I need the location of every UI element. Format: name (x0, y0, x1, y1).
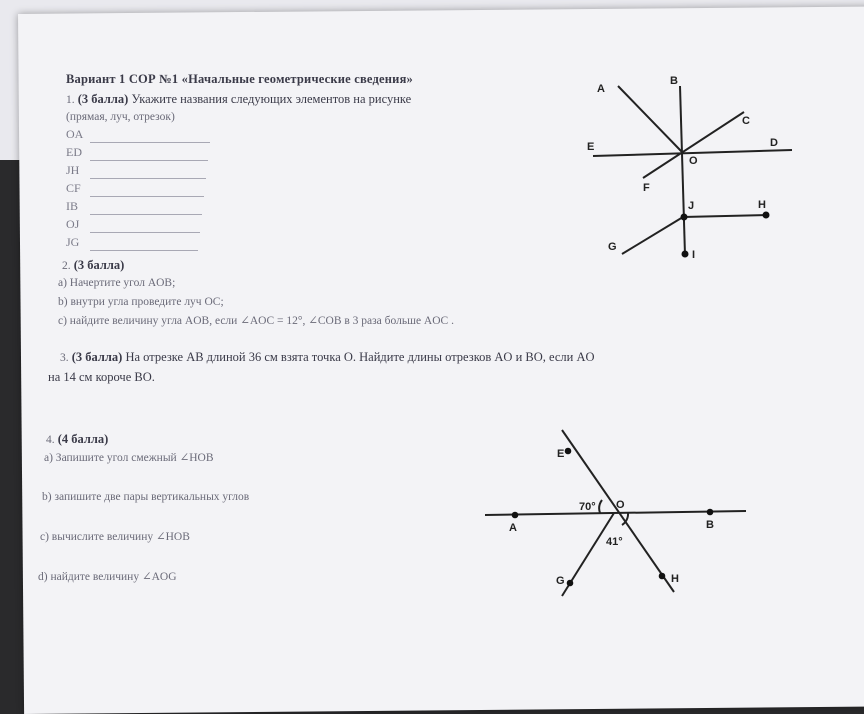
label-a: A (597, 83, 605, 95)
label-e: E (557, 448, 565, 460)
label-j: J (688, 200, 695, 212)
label-h: H (758, 199, 766, 211)
point-b (707, 509, 714, 516)
q3-text: На отрезке AB длиной 36 см взята точка O. Найдите длины отрезков AO и BO, если AO (125, 350, 595, 364)
label-o: O (616, 499, 625, 511)
q4-part-a: а) Запишите угол смежный ∠HOB (44, 452, 214, 464)
q1-item: JH (66, 163, 80, 177)
q4-part-d: d) найдите величину ∠AOG (38, 571, 177, 583)
angle-label-top: 70° (579, 501, 596, 513)
label-i: I (692, 249, 696, 261)
q2-number: 2. (62, 260, 71, 272)
point-h (659, 573, 666, 580)
label-b: B (670, 75, 678, 87)
worksheet-title: Вариант 1 СОР №1 «Начальные геометрические сведения» (66, 72, 413, 86)
q4-number: 4. (46, 434, 55, 446)
q1-number: 1. (66, 94, 75, 106)
label-c: C (742, 115, 750, 127)
q2-part-c: с) найдите величину угла AOB, если ∠AOC = 12°, ∠COB в 3 раза больше AOC . (58, 315, 454, 327)
label-h: H (671, 573, 679, 585)
label-d: D (770, 137, 778, 149)
label-g: G (556, 575, 565, 587)
q1-item: JG (66, 235, 80, 249)
q2-part-a: а) Начертите угол AOB; (58, 277, 176, 289)
q1-item: OJ (66, 217, 80, 231)
point-g (567, 580, 574, 587)
label-o: O (689, 155, 698, 167)
q1-item: ED (66, 145, 82, 159)
q2-part-b: b) внутри угла проведите луч OC; (58, 296, 224, 308)
label-a: A (509, 522, 517, 534)
q3-number: 3. (60, 352, 69, 364)
q1-item: IB (66, 199, 78, 213)
point-a (512, 512, 519, 519)
q3-line2: на 14 см короче BO. (48, 370, 155, 384)
point-e (565, 448, 572, 455)
label-f: F (643, 182, 650, 194)
angle-arc-top (599, 500, 602, 513)
label-e: E (587, 141, 595, 153)
q1-text: Укажите названия следующих элементов на рисунке (131, 92, 412, 106)
q1-item: CF (66, 181, 81, 195)
q1-hint: (прямая, луч, отрезок) (66, 111, 175, 123)
q4-part-c: c) вычислите величину ∠HOB (40, 531, 190, 543)
angle-label-bottom: 41° (606, 536, 623, 548)
q2-points: (3 балла) (73, 258, 125, 272)
label-g: G (608, 241, 617, 253)
q1-item: OA (66, 127, 84, 141)
q1-points: (3 балла) (77, 92, 129, 106)
label-b: B (706, 519, 714, 531)
q4-points: (4 балла) (57, 432, 109, 446)
q3-points: (3 балла) (71, 350, 123, 364)
q4-part-b: b) запишите две пары вертикальных углов (42, 491, 250, 503)
